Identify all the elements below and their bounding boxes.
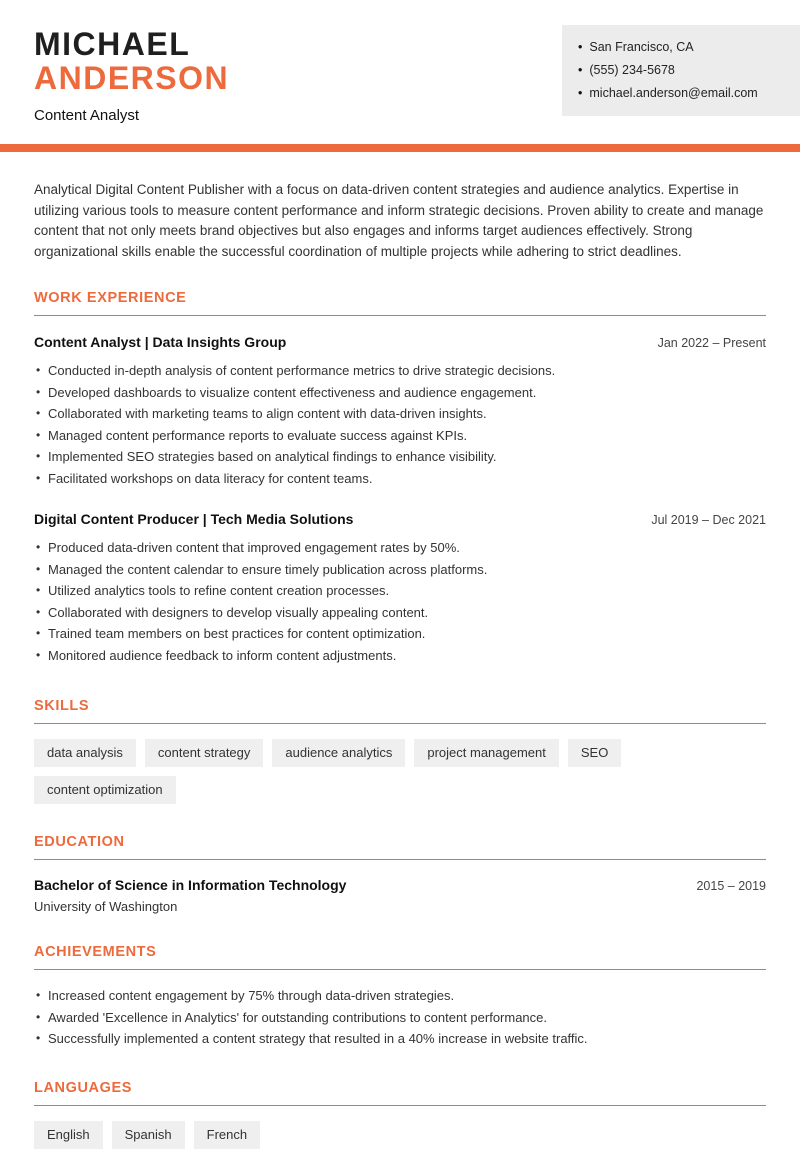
section-achievements [34, 944, 766, 1050]
skill-chip: project management [414, 739, 559, 767]
contact-phone-text: (555) 234-5678 [589, 63, 675, 77]
section-languages [34, 1080, 766, 1149]
job-dates: Jul 2019 – Dec 2021 [651, 513, 766, 527]
job-bullet-list [34, 360, 766, 489]
job-bullet-list [34, 537, 766, 666]
job-entry [34, 511, 766, 666]
section-education [34, 834, 766, 914]
job-dates: Jan 2022 – Present [657, 336, 766, 350]
work-experience-heading: WORK EXPERIENCE [34, 290, 766, 316]
job-bullet: • Produced data-driven content that improved engagement rates by 50%. [34, 537, 766, 559]
accent-divider-bar [0, 144, 800, 152]
job-bullet: • Collaborated with designers to develop visually appealing content. [34, 602, 766, 624]
bullet-dot-icon: • [578, 40, 583, 54]
job-header-row [34, 511, 766, 527]
job-header-row [34, 334, 766, 350]
section-work-experience [34, 290, 766, 666]
bullet-dot-icon: • [578, 86, 583, 100]
languages-chip-row [34, 1121, 766, 1149]
job-bullet: • Collaborated with marketing teams to align content with data-driven insights. [34, 403, 766, 425]
job-entry [34, 334, 766, 489]
skill-chip: content strategy [145, 739, 264, 767]
resume-body [0, 180, 800, 1149]
skill-chip: content optimization [34, 776, 176, 804]
achievements-heading: ACHIEVEMENTS [34, 944, 766, 970]
job-bullet: • Implemented SEO strategies based on analytical findings to enhance visibility. [34, 446, 766, 468]
achievement-bullet: • Successfully implemented a content strategy that resulted in a 40% increase in website traffic. [34, 1028, 766, 1050]
contact-location [578, 36, 786, 59]
job-bullet: • Managed the content calendar to ensure timely publication across platforms. [34, 559, 766, 581]
education-dates: 2015 – 2019 [696, 879, 766, 893]
education-school: University of Washington [34, 899, 178, 914]
achievements-list [34, 985, 766, 1050]
job-bullet: • Monitored audience feedback to inform content adjustments. [34, 645, 766, 667]
language-chip: English [34, 1121, 103, 1149]
skills-heading: SKILLS [34, 698, 766, 724]
person-job-title: Content Analyst [34, 107, 140, 124]
summary-text: Analytical Digital Content Publisher with a focus on data-driven content strategies and audience analytics. Expertise in utilizing various tools to measure content performance and inform strategic decisions. Proven ability to create and manage content that not only meets brand objectives but also engages and informs target audiences effectively. Strong organizational skills enable the successful coordination of multiple projects while adhering to strict deadlines. [34, 182, 764, 259]
bullet-dot-icon: • [578, 63, 583, 77]
education-header-row [34, 877, 766, 893]
section-skills [34, 698, 766, 804]
education-degree: Bachelor of Science in Information Technology [34, 877, 347, 893]
first-name: MICHAEL [34, 26, 191, 62]
job-bullet: • Utilized analytics tools to refine content creation processes. [34, 580, 766, 602]
skill-chip: audience analytics [272, 739, 405, 767]
languages-heading: LANGUAGES [34, 1080, 766, 1106]
education-heading: EDUCATION [34, 834, 766, 860]
contact-location-text: San Francisco, CA [589, 40, 694, 54]
resume-header [0, 0, 800, 124]
language-chip: French [194, 1121, 260, 1149]
skill-chip: data analysis [34, 739, 136, 767]
language-chip: Spanish [112, 1121, 185, 1149]
contact-phone [578, 59, 786, 82]
job-bullet: • Trained team members on best practices for content optimization. [34, 623, 766, 645]
job-bullet: • Developed dashboards to visualize content effectiveness and audience engagement. [34, 382, 766, 404]
contact-card [562, 25, 800, 116]
job-bullet: • Facilitated workshops on data literacy for content teams. [34, 468, 766, 490]
contact-email [578, 82, 786, 105]
skill-chip: SEO [568, 739, 621, 767]
achievement-bullet: • Awarded 'Excellence in Analytics' for outstanding contributions to content performance. [34, 1007, 766, 1029]
job-bullet: • Managed content performance reports to evaluate success against KPIs. [34, 425, 766, 447]
contact-email-text: michael.anderson@email.com [589, 86, 758, 100]
job-title-company: Digital Content Producer | Tech Media Solutions [34, 511, 354, 527]
skills-chip-row [34, 739, 766, 804]
last-name: ANDERSON [34, 60, 230, 96]
job-bullet: • Conducted in-depth analysis of content performance metrics to drive strategic decisions. [34, 360, 766, 382]
achievement-bullet: • Increased content engagement by 75% through data-driven strategies. [34, 985, 766, 1007]
job-title-company: Content Analyst | Data Insights Group [34, 334, 287, 350]
